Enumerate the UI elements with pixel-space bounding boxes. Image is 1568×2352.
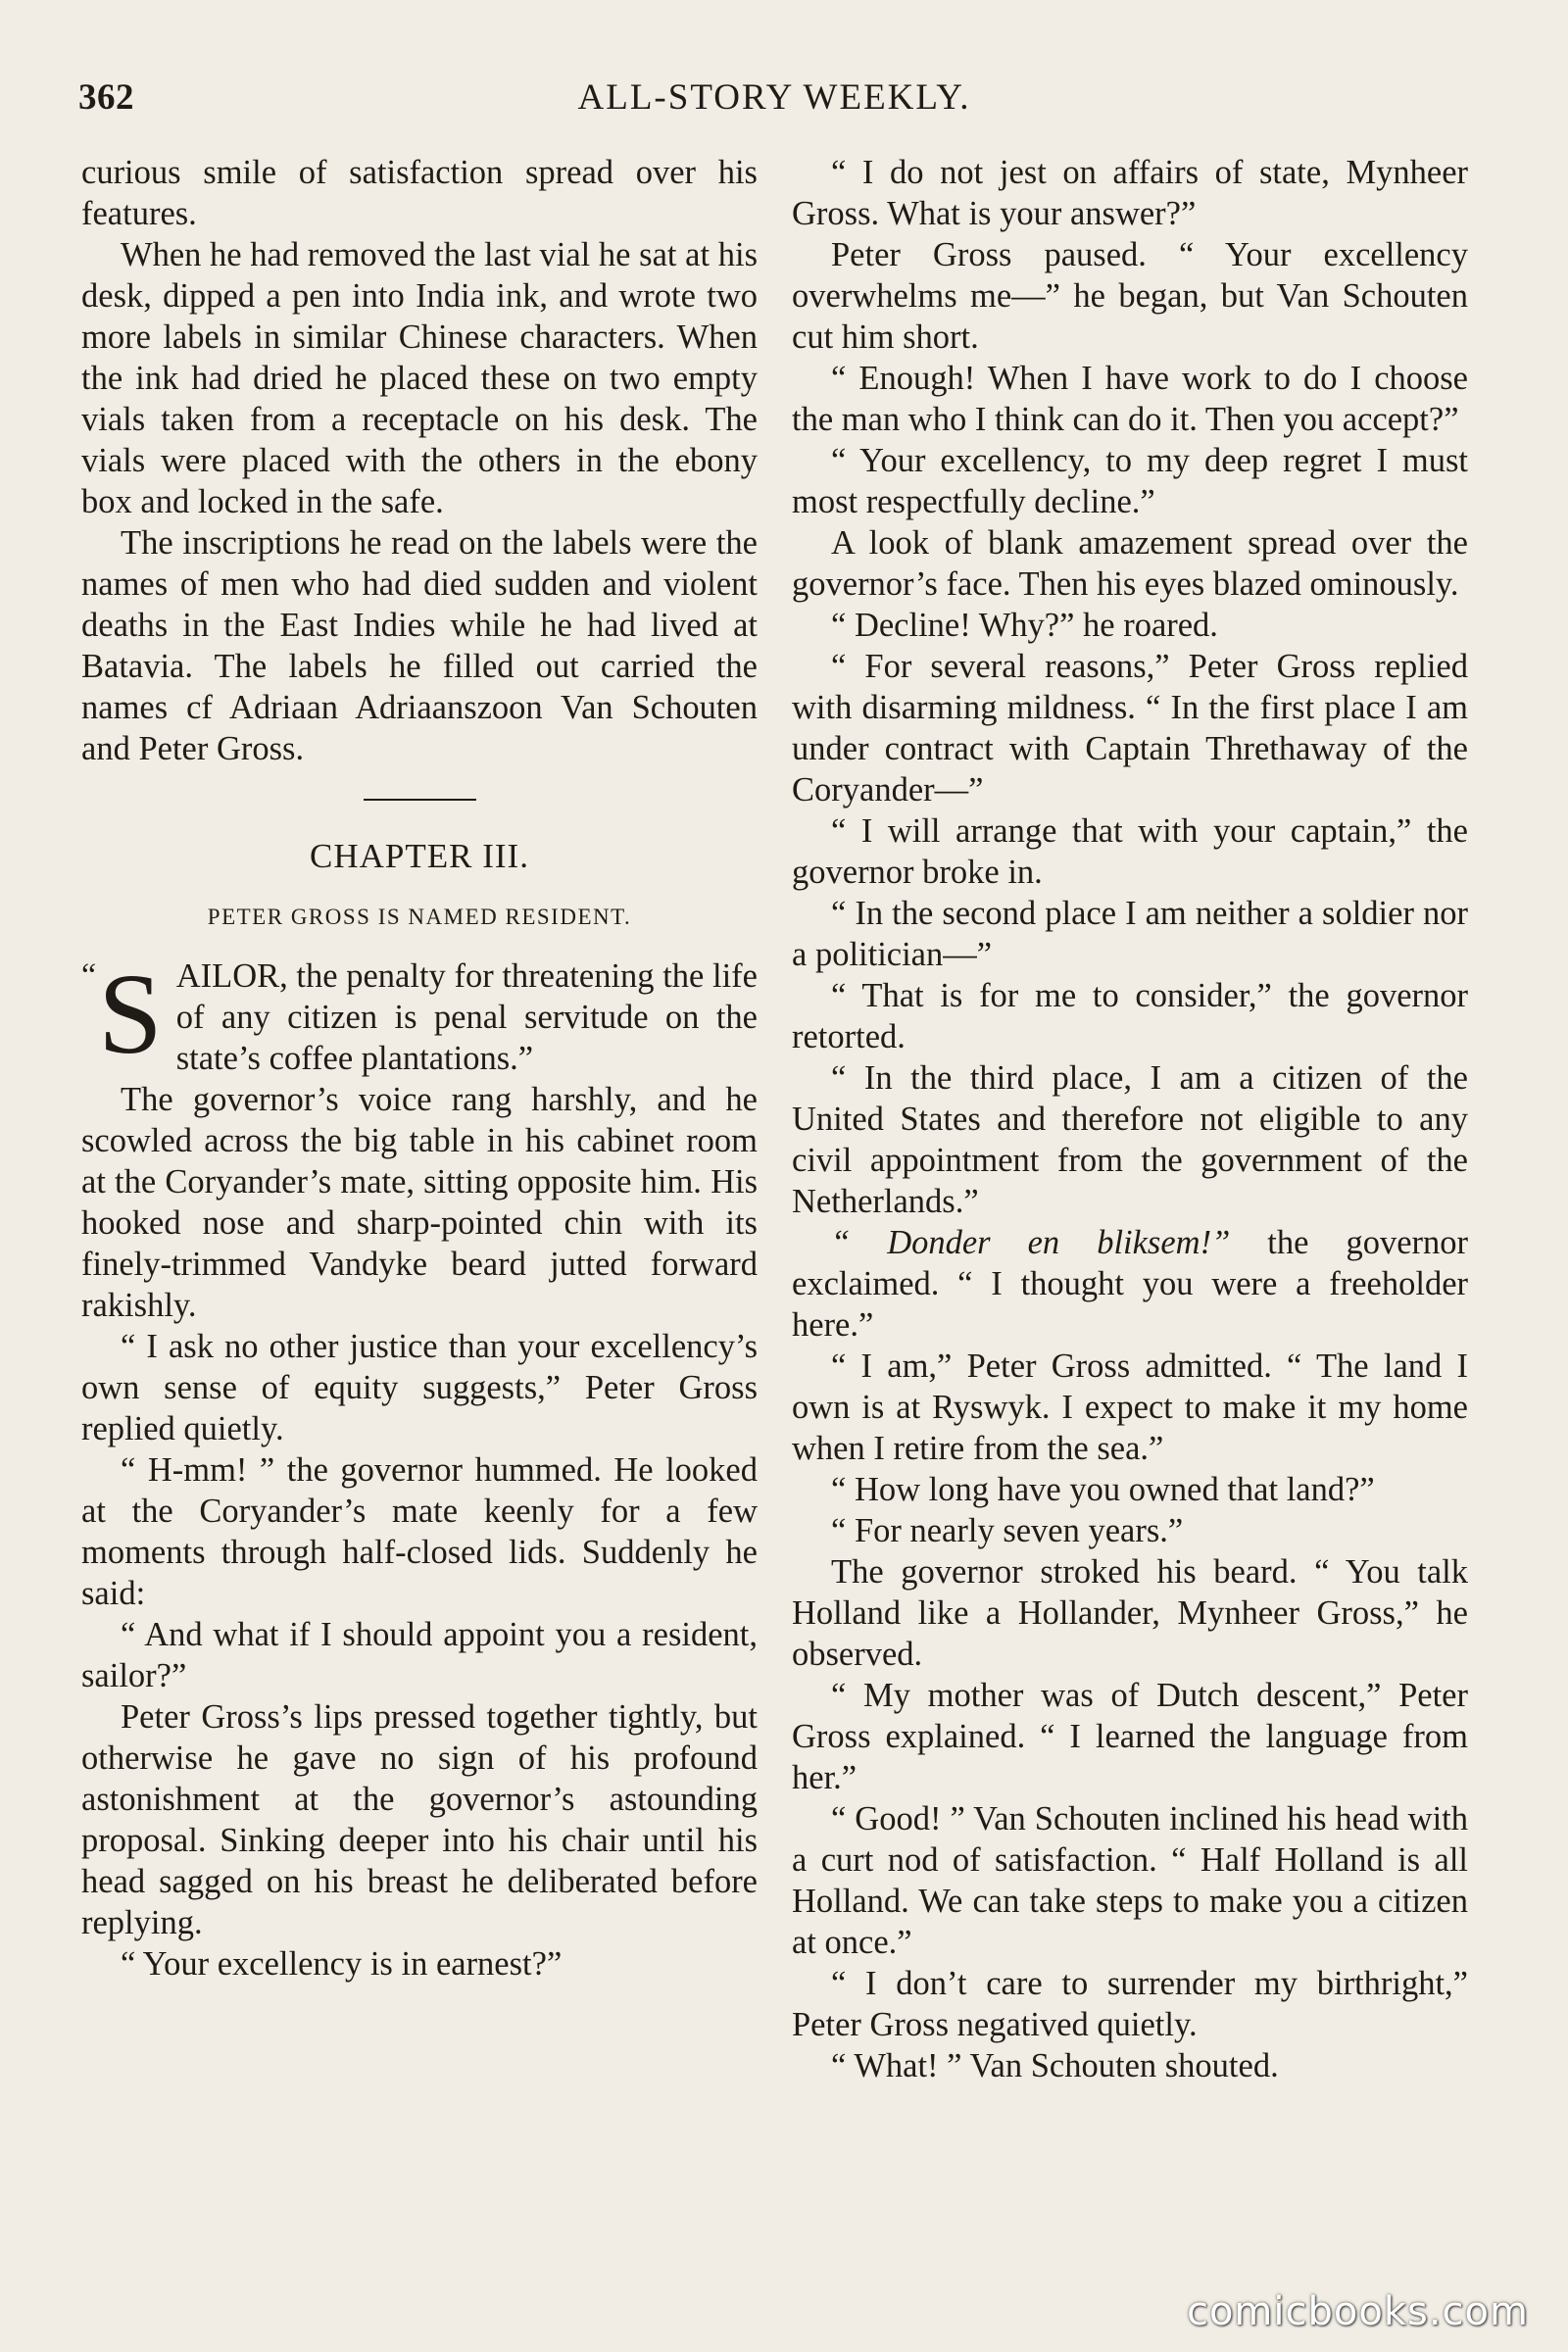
paragraph	[792, 1222, 1468, 1346]
paragraph: “ For nearly seven years.”	[831, 1512, 1184, 1549]
page-header	[78, 76, 1470, 125]
paragraph: “ How long have you owned that land?”	[831, 1471, 1375, 1508]
paragraph: “ In the third place, I am a citizen of the United States and therefore not eligible to any civil appointment from the government of the Netherlands.”	[792, 1059, 1468, 1220]
paragraph: “ My mother was of Dutch descent,” Peter Gross explained. “ I learned the language from her.”	[792, 1677, 1468, 1796]
chapter-opening-paragraph	[81, 950, 758, 1079]
paragraph: “ Enough! When I have work to do I choose the man who I think can do it. Then you accept?”	[792, 360, 1468, 438]
paragraph: “ What! ” Van Schouten shouted.	[831, 2047, 1279, 2084]
opening-text: AILOR, the penalty for threatening the life of any citizen is penal servitude on the state’s coffee plantations.”	[175, 957, 758, 1077]
paragraph: “ For several reasons,” Peter Gross replied with disarming mildness. “ In the first place I am under contract with Captain Threthaway of the Coryander—”	[792, 648, 1468, 808]
paragraph: “ Your excellency is in earnest?”	[121, 1945, 563, 1983]
paragraph: “ In the second place I am neither a soldier nor a politician—”	[792, 895, 1468, 973]
right-column	[792, 152, 1468, 2274]
italic-exclamation: “ Donder en bliksem!”	[831, 1224, 1231, 1261]
drop-cap: S	[98, 950, 163, 1078]
chapter-title: CHAPTER III.	[310, 837, 529, 875]
paragraph: “ I will arrange that with your captain,” the governor broke in.	[792, 812, 1468, 891]
paragraph: “ I ask no other justice than your excellency’s own sense of equity suggests,” Peter Gross replied quietly.	[81, 1328, 758, 1447]
watermark: comicbooks.com	[1186, 2289, 1529, 2334]
paragraph: A look of blank amazement spread over the governor’s face. Then his eyes blazed ominously.	[792, 524, 1468, 603]
paragraph: “ Good! ” Van Schouten inclined his head with a curt nod of satisfaction. “ Half Holland is all Holland. We can take steps to make you a citizen at once.”	[792, 1800, 1468, 1961]
running-title: ALL-STORY WEEKLY.	[577, 77, 971, 118]
paragraph: “ Your excellency, to my deep regret I must most respectfully decline.”	[792, 442, 1468, 520]
paragraph: “ I am,” Peter Gross admitted. “ The land I own is at Ryswyk. I expect to make it my home when I retire from the sea.”	[792, 1348, 1468, 1467]
paragraph-text: the governor exclaimed. “ I thought you were a freeholder here.”	[792, 1224, 1468, 1344]
paragraph: “ I don’t care to surrender my birthright,” Peter Gross negatived quietly.	[792, 1965, 1468, 2043]
section-divider	[364, 799, 476, 801]
paragraph: “ That is for me to consider,” the governor retorted.	[792, 977, 1468, 1055]
page-number: 362	[78, 77, 134, 118]
paragraph: “ I do not jest on affairs of state, Mynheer Gross. What is your answer?”	[792, 154, 1468, 232]
paragraph: Peter Gross’s lips pressed together tightly, but otherwise he gave no sign of his profound astonishment at the governor’s astounding proposal. Sinking deeper into his chair until his head sagged on his breast he deliberated before replying.	[81, 1698, 758, 1941]
paragraph: The inscriptions he read on the labels were the names of men who had died sudden and violent deaths in the East Indies while he had lived at Batavia. The labels he filled out carried the names cf Adriaan Adriaanszoon Van Schouten and Peter Gross.	[81, 524, 758, 767]
left-column	[81, 152, 758, 2274]
paragraph: The governor’s voice rang harshly, and he scowled across the big table in his cabinet room at the Coryander’s mate, sitting opposite him. His hooked nose and sharp-pointed chin with its finely-trimmed Vandyke beard jutted forward rakishly.	[81, 1081, 758, 1324]
paragraph: When he had removed the last vial he sat at his desk, dipped a pen into India ink, and wrote two more labels in similar Chinese characters. When the ink had dried he placed these on two empty vials taken from a receptacle on his desk. The vials were placed with the others in the ebony box and locked in the safe.	[81, 236, 758, 520]
paragraph: The governor stroked his beard. “ You talk Holland like a Hollander, Mynheer Gross,” he observed.	[792, 1553, 1468, 1673]
open-quote: “	[81, 957, 97, 994]
paragraph: “ Decline! Why?” he roared.	[831, 607, 1218, 644]
paragraph: curious smile of satisfaction spread over his features.	[81, 154, 758, 232]
paragraph: “ H-mm! ” the governor hummed. He looked at the Coryander’s mate keenly for a few moments through half-closed lids. Suddenly he said:	[81, 1451, 758, 1612]
chapter-subtitle: PETER GROSS IS NAMED RESIDENT.	[207, 905, 632, 929]
paragraph: “ And what if I should appoint you a resident, sailor?”	[81, 1616, 758, 1694]
paragraph: Peter Gross paused. “ Your excellency overwhelms me—” he began, but Van Schouten cut him short.	[792, 236, 1468, 356]
